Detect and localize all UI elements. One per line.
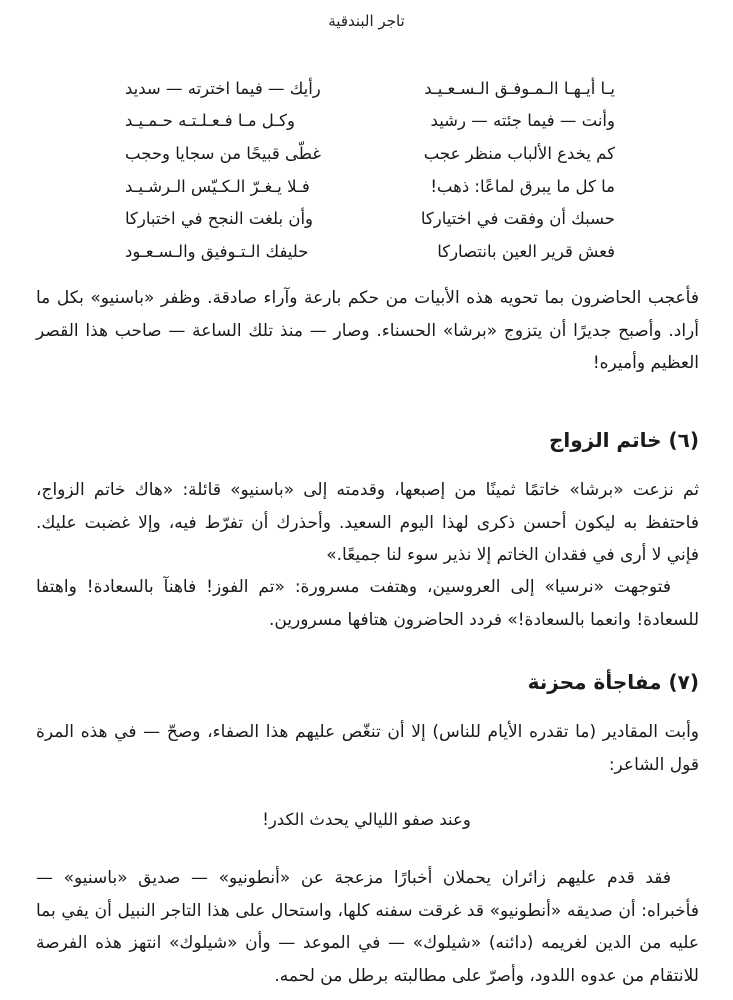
verse-line: وعند صفو الليالي يحدث الكدر! bbox=[262, 810, 471, 829]
section-heading: (٧) مفاجأة محزنة bbox=[527, 670, 699, 694]
paragraph: فأعجب الحاضرون بما تحويه هذه الأبيات من حكم بارعة وآراء صادقة. وظفر «باسنيو» بكل ما أراد. وأصبح جديرًا أن يتزوج «برشا» الحسناء. وصار — منذ تلك الساعة — صاحب هذا القصر العظيم وأميره! bbox=[36, 288, 699, 373]
poem-hemistich-first: يـا أيـهـا الـمـوفـق الـسـعـيـد bbox=[424, 78, 615, 98]
poem-hemistich-second: وكـل مـا فـعـلـتـه حـمـيـد bbox=[125, 111, 295, 131]
poem bbox=[125, 72, 615, 268]
poem-hemistich-second: حليفك الـتـوفيق والـسـعـود bbox=[125, 241, 309, 261]
poem-hemistich-second: رأيك — فيما اخترته — سديد bbox=[125, 78, 321, 98]
paragraph: وأبت المقادير (ما تقدره الأيام للناس) إلا أن تنغّص عليهم هذا الصفاء، وصحّ — في هذه المرة قول الشاعر: bbox=[36, 722, 699, 775]
poem-hemistich-second: غطّى قبيحًا من سجايا وحجب bbox=[125, 143, 321, 163]
poem-hemistich-first: وأنت — فيما جئته — رشيد bbox=[430, 111, 615, 131]
poem-hemistich-first: كم يخدع الألباب منظر عجب bbox=[423, 143, 615, 163]
paragraph: ثم نزعت «برشا» خاتمًا ثمينًا من إصبعها، وقدمته إلى «باسنيو» قائلة: «هاك خاتم الزواج، فاحتفظ به ليكون أحسن ذكرى لهذا اليوم السعيد. وأحذرك أن تفرّط فيه، وإلا غضبت عليك. فإني لا أرى في فقدان الخاتم إلا نذير سوء لنا جميعًا.» bbox=[36, 480, 699, 565]
poem-hemistich-second: وأن بلغت النجح في اختباركا bbox=[125, 209, 314, 229]
poem-couplet bbox=[125, 202, 615, 235]
poem-hemistich-first: ما كل ما يبرق لماعًا: ذهب! bbox=[430, 176, 615, 196]
paragraph: فتوجهت «نرسيا» إلى العروسين، وهتفت مسرورة: «تم الفوز! فاهنآ بالسعادة! واهتفا للسعادة! وانعما بالسعادة!» فردد الحاضرون هتافها مسرورين. bbox=[36, 577, 699, 630]
poem-hemistich-second: فـلا يـغـرّ الـكـيّس الـرشـيـد bbox=[125, 176, 310, 196]
running-head: تاجر البندقية bbox=[328, 12, 405, 30]
poem-couplet bbox=[125, 170, 615, 203]
poem-couplet bbox=[125, 105, 615, 138]
poem-couplet bbox=[125, 137, 615, 170]
paragraph: فقد قدم عليهم زائران يحملان أخبارًا مزعجة عن «أنطونيو» — صديق «باسنيو» — فأخبراه: أن صديقه «أنطونيو» قد غرقت سفنه كلها، واستحال على هذا التاجر النبيل أن يفي بما عليه من الدين لغريمه (دائنه) «شيلوك» — في الموعد — وأن «شيلوك» انتهز هذه الفرصة للانتقام من عدوه اللدود، وأصرّ على مطالبته برطل من لحمه. bbox=[36, 868, 699, 986]
poem-couplet bbox=[125, 72, 615, 105]
poem-hemistich-first: حسبك أن وفقت في اختياركا bbox=[420, 209, 615, 229]
section-heading: (٦) خاتم الزواج bbox=[548, 428, 699, 452]
poem-couplet bbox=[125, 235, 615, 268]
poem-hemistich-first: فعش قرير العين بانتصاركا bbox=[437, 241, 615, 261]
